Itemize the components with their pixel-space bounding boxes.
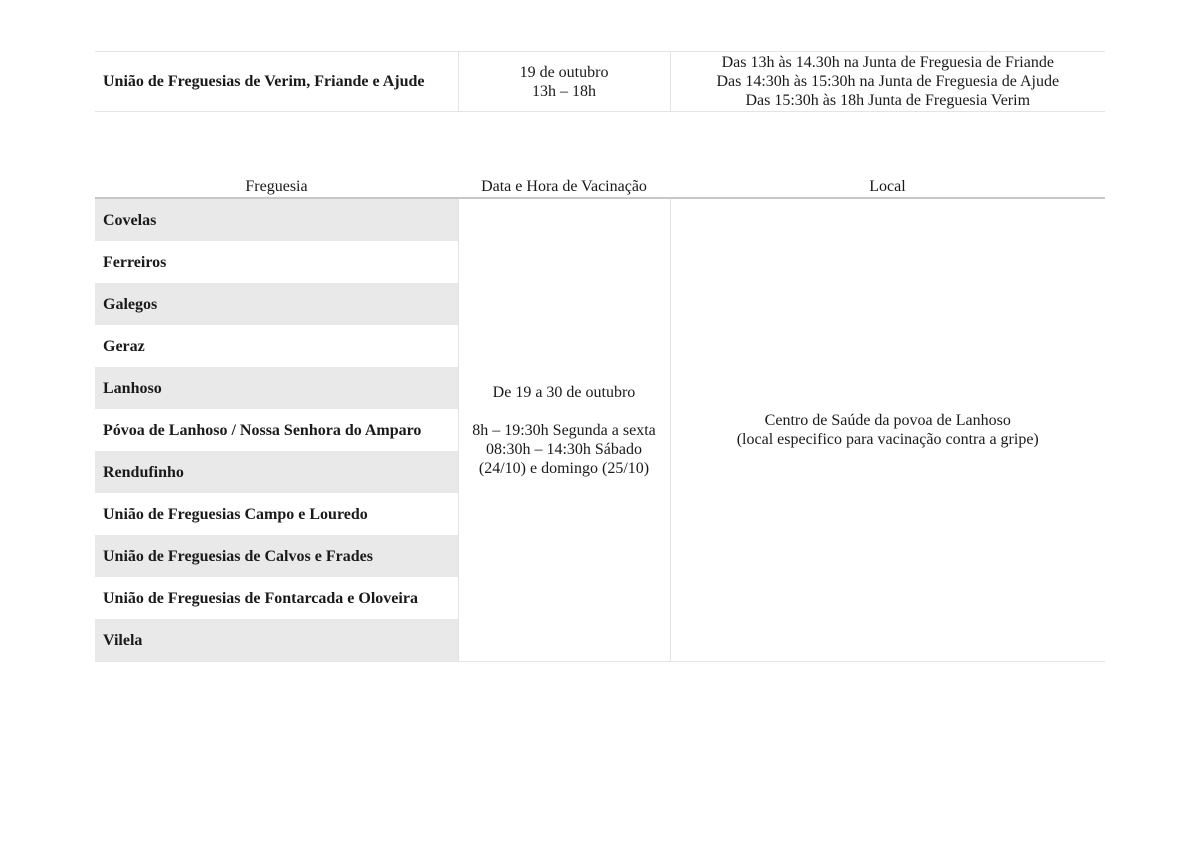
schedule-line: (24/10) e domingo (25/10) xyxy=(478,459,650,477)
freguesia-cell: União de Freguesias de Calvos e Frades xyxy=(95,535,458,577)
freguesia-cell: Ferreiros xyxy=(95,241,458,283)
date-time-cell xyxy=(458,52,670,112)
freguesia-cell: Vilela xyxy=(95,619,458,662)
schedule-line: 08:30h – 14:30h Sábado xyxy=(486,440,642,458)
local-cell xyxy=(670,198,1105,662)
vaccination-schedule-table xyxy=(95,172,1105,662)
table-row xyxy=(95,198,1105,241)
table-row xyxy=(95,52,1105,112)
header-data-hora: Data e Hora de Vacinação xyxy=(458,172,670,198)
freguesia-cell: União de Freguesias de Fontarcada e Oloveira xyxy=(95,577,458,619)
period-text: De 19 a 30 de outubro xyxy=(492,383,636,401)
freguesia-cell: Galegos xyxy=(95,283,458,325)
freguesia-cell: Geraz xyxy=(95,325,458,367)
freguesia-cell: Rendufinho xyxy=(95,451,458,493)
schedule-line: 8h – 19:30h Segunda a sexta xyxy=(472,421,656,439)
header-row xyxy=(95,172,1105,198)
freguesia-cell: Póvoa de Lanhoso / Nossa Senhora do Amparo xyxy=(95,409,458,451)
freguesia-cell: Covelas xyxy=(95,198,458,241)
local-line: Das 13h às 14.30h na Junta de Freguesia de Friande xyxy=(721,54,1054,71)
header-local: Local xyxy=(670,172,1105,198)
local-line: Das 14:30h às 15:30h na Junta de Freguesia de Ajude xyxy=(716,73,1060,90)
local-line: Centro de Saúde da povoa de Lanhoso xyxy=(764,412,1011,429)
date-line: 19 de outubro xyxy=(519,63,609,81)
local-cell xyxy=(670,52,1105,112)
time-line: 13h – 18h xyxy=(532,82,596,100)
local-line: (local especifico para vacinação contra a gripe) xyxy=(736,431,1039,448)
top-schedule-table xyxy=(95,51,1105,112)
freguesia-cell: União de Freguesias de Verim, Friande e Ajude xyxy=(95,52,458,112)
freguesia-cell: Lanhoso xyxy=(95,367,458,409)
local-line: Das 15:30h às 18h Junta de Freguesia Verim xyxy=(745,92,1031,109)
date-time-cell xyxy=(458,198,670,662)
freguesia-cell: União de Freguesias Campo e Louredo xyxy=(95,493,458,535)
header-freguesia: Freguesia xyxy=(95,172,458,198)
